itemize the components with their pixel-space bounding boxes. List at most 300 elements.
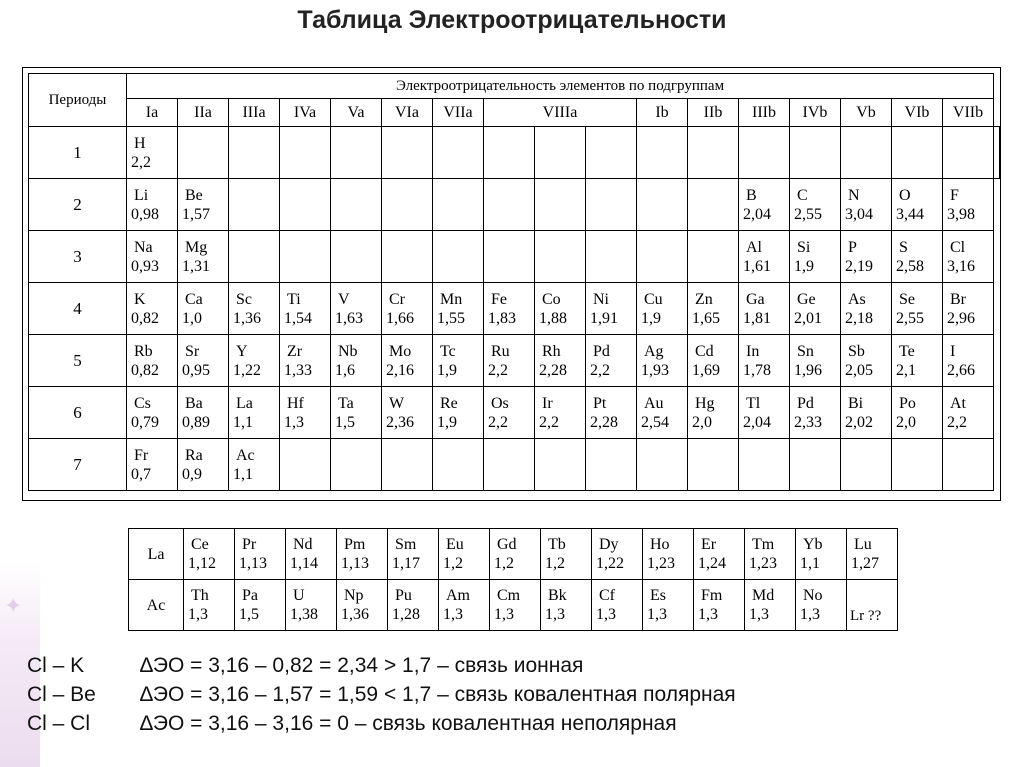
- electronegativity-value: 1,88: [539, 309, 567, 327]
- element-symbol: Ru: [491, 342, 510, 360]
- electronegativity-value: 2,2: [488, 361, 508, 379]
- element-symbol: At: [950, 394, 966, 412]
- electronegativity-value: 1,22: [233, 361, 261, 379]
- element-symbol: Mg: [185, 238, 208, 256]
- element-cell: [943, 387, 994, 439]
- electronegativity-value: 1,1: [233, 413, 253, 431]
- electronegativity-value: 1,17: [392, 555, 420, 572]
- electronegativity-value: 2,28: [539, 361, 567, 379]
- element-symbol: Si: [797, 238, 811, 256]
- empty-cell: [382, 439, 433, 491]
- element-cell: [127, 127, 178, 179]
- element-cell: [796, 580, 847, 631]
- electronegativity-value: 1,2: [494, 555, 514, 572]
- electronegativity-value: 1,12: [188, 555, 216, 572]
- element-cell: [847, 580, 898, 631]
- empty-cell: [382, 179, 433, 231]
- electronegativity-value: 1,5: [335, 413, 355, 431]
- group-header: IIIb: [739, 99, 790, 127]
- electronegativity-value: 1,22: [596, 555, 624, 572]
- f-block-row-label: Ac: [129, 580, 184, 631]
- electronegativity-value: 0,89: [182, 413, 210, 431]
- element-symbol: Np: [344, 587, 364, 604]
- element-symbol: Hf: [287, 394, 304, 412]
- element-symbol: No: [803, 587, 823, 604]
- element-symbol: Sm: [395, 536, 417, 553]
- element-cell: [739, 179, 790, 231]
- element-cell: [790, 231, 841, 283]
- example-line: [27, 651, 736, 680]
- element-symbol: Fm: [701, 587, 723, 604]
- element-symbol: Gd: [497, 536, 517, 553]
- element-cell: [484, 283, 535, 335]
- group-header: IVa: [280, 99, 331, 127]
- element-symbol: Tl: [746, 394, 761, 412]
- period-row: [29, 231, 1000, 283]
- element-cell: [178, 387, 229, 439]
- element-symbol: Pm: [344, 536, 366, 553]
- period-row: [29, 439, 1000, 491]
- electronegativity-value: 1,6: [335, 361, 355, 379]
- element-cell: [331, 335, 382, 387]
- element-symbol: Ho: [650, 536, 670, 553]
- empty-cell: [484, 179, 535, 231]
- element-symbol: Pa: [242, 587, 258, 604]
- element-cell: [841, 387, 892, 439]
- electronegativity-value: 2,58: [896, 257, 924, 275]
- decoration-star-icon: ✦: [4, 593, 23, 618]
- example-line: [27, 680, 736, 709]
- empty-cell: [637, 439, 688, 491]
- group-header: Ib: [637, 99, 688, 127]
- electronegativity-value: 1,57: [182, 205, 210, 223]
- electronegativity-value: 0,9: [182, 465, 202, 483]
- element-cell: [286, 529, 337, 580]
- period-row: [29, 179, 1000, 231]
- element-cell: [745, 529, 796, 580]
- empty-cell: [943, 127, 994, 179]
- element-cell: [790, 335, 841, 387]
- element-cell: [586, 335, 637, 387]
- period-row: [29, 335, 1000, 387]
- element-symbol: Zr: [287, 342, 303, 360]
- element-cell: [337, 580, 388, 631]
- period-number: 5: [29, 335, 127, 387]
- element-cell: [331, 283, 382, 335]
- empty-cell: [535, 231, 586, 283]
- f-block-row: [129, 580, 898, 631]
- electronegativity-value: 2,1: [896, 361, 916, 379]
- element-cell: [433, 335, 484, 387]
- element-symbol: Tb: [548, 536, 566, 553]
- electronegativity-value: 1,28: [392, 606, 420, 623]
- empty-cell: [637, 127, 688, 179]
- group-header: VIIb: [943, 99, 994, 127]
- element-cell: [943, 335, 994, 387]
- empty-cell: [331, 439, 382, 491]
- example-line: [27, 709, 736, 738]
- electronegativity-value: 1,3: [800, 606, 820, 623]
- electronegativity-value: 1,3: [698, 606, 718, 623]
- empty-cell: [178, 127, 229, 179]
- empty-cell: [586, 439, 637, 491]
- electronegativity-value: 1,93: [641, 361, 669, 379]
- empty-cell: [586, 127, 637, 179]
- element-cell: [841, 335, 892, 387]
- element-symbol: Bk: [548, 587, 567, 604]
- electronegativity-value: 1,63: [335, 309, 363, 327]
- group-header: VIIIa: [484, 99, 637, 127]
- empty-cell: [484, 127, 535, 179]
- element-cell: [943, 283, 994, 335]
- element-cell: [127, 283, 178, 335]
- element-symbol: Br: [950, 290, 966, 308]
- element-cell: [796, 529, 847, 580]
- element-cell: [490, 580, 541, 631]
- table-caption: Электроотрицательность элементов по подгруппам: [127, 74, 994, 99]
- element-cell: [739, 231, 790, 283]
- group-header: VIb: [892, 99, 943, 127]
- electronegativity-value: 2,2: [539, 413, 559, 431]
- element-cell: [382, 283, 433, 335]
- electronegativity-value: 1,2: [545, 555, 565, 572]
- empty-cell: [790, 127, 841, 179]
- empty-cell: [229, 127, 280, 179]
- element-cell: [847, 529, 898, 580]
- element-symbol: Ca: [185, 290, 203, 308]
- empty-cell: [892, 439, 943, 491]
- empty-cell: [535, 179, 586, 231]
- element-symbol: Li: [134, 186, 149, 204]
- element-cell: [643, 580, 694, 631]
- element-symbol: Pt: [593, 394, 607, 412]
- empty-cell: [433, 439, 484, 491]
- element-symbol: Dy: [599, 536, 619, 553]
- element-symbol: Yb: [803, 536, 823, 553]
- element-cell: [535, 283, 586, 335]
- electronegativity-value: 3,16: [947, 257, 975, 275]
- element-cell: [184, 580, 235, 631]
- electronegativity-value: 0,82: [131, 361, 159, 379]
- element-cell: [586, 387, 637, 439]
- electronegativity-value: 1,3: [284, 413, 304, 431]
- electronegativity-value: 0,93: [131, 257, 159, 275]
- element-cell: [643, 529, 694, 580]
- electronegativity-value: 1,81: [743, 309, 771, 327]
- element-cell: [229, 439, 280, 491]
- electronegativity-value: 2,0: [896, 413, 916, 431]
- empty-cell: [943, 439, 994, 491]
- element-symbol: Ga: [746, 290, 765, 308]
- element-cell: [637, 387, 688, 439]
- electronegativity-value: 0,98: [131, 205, 159, 223]
- element-cell: [433, 283, 484, 335]
- element-symbol: Au: [644, 394, 664, 412]
- empty-cell: [280, 231, 331, 283]
- element-symbol: B: [746, 186, 757, 204]
- electronegativity-value: 1,3: [443, 606, 463, 623]
- electronegativity-value: 1,14: [290, 555, 318, 572]
- element-symbol: Nd: [293, 536, 313, 553]
- period-number: 6: [29, 387, 127, 439]
- element-symbol: As: [848, 290, 866, 308]
- empty-cell: [994, 127, 1000, 179]
- period-number: 1: [29, 127, 127, 179]
- element-cell: [637, 335, 688, 387]
- element-cell: [790, 387, 841, 439]
- electronegativity-value: 1,66: [386, 309, 414, 327]
- electronegativity-value: 1,78: [743, 361, 771, 379]
- element-cell: [127, 231, 178, 283]
- empty-cell: [280, 179, 331, 231]
- element-symbol: O: [899, 186, 911, 204]
- electronegativity-value: 2,33: [794, 413, 822, 431]
- empty-cell: [382, 127, 433, 179]
- empty-cell: [790, 439, 841, 491]
- electronegativity-value: 2,36: [386, 413, 414, 431]
- element-symbol: Al: [746, 238, 762, 256]
- electronegativity-value: 2,16: [386, 361, 414, 379]
- element-symbol: F: [950, 186, 959, 204]
- period-row: [29, 387, 1000, 439]
- electronegativity-value: 0,95: [182, 361, 210, 379]
- element-cell: [433, 387, 484, 439]
- element-symbol: Pu: [395, 587, 412, 604]
- electronegativity-value: 2,02: [845, 413, 873, 431]
- electronegativity-value: 1,0: [182, 309, 202, 327]
- element-symbol: Hg: [695, 394, 715, 412]
- electronegativity-value: 1,3: [188, 606, 208, 623]
- element-symbol: Ag: [644, 342, 664, 360]
- empty-cell: [688, 127, 739, 179]
- element-symbol: Mn: [440, 290, 463, 308]
- element-cell: [439, 580, 490, 631]
- element-symbol: I: [950, 342, 956, 360]
- element-symbol: Po: [899, 394, 916, 412]
- electronegativity-value: 2,19: [845, 257, 873, 275]
- empty-cell: [637, 179, 688, 231]
- element-symbol: Cs: [134, 394, 151, 412]
- electronegativity-value: 0,82: [131, 309, 159, 327]
- element-cell: [943, 179, 994, 231]
- element-cell: [229, 335, 280, 387]
- element-cell: [382, 387, 433, 439]
- empty-cell: [229, 231, 280, 283]
- element-cell: [235, 529, 286, 580]
- element-symbol: Tc: [440, 342, 456, 360]
- element-symbol: S: [899, 238, 908, 256]
- empty-cell: [841, 439, 892, 491]
- element-cell: [178, 283, 229, 335]
- element-cell: [535, 387, 586, 439]
- element-symbol: Be: [185, 186, 203, 204]
- element-cell: [331, 387, 382, 439]
- electronegativity-value: 1,13: [239, 555, 267, 572]
- element-symbol: U: [293, 587, 305, 604]
- example-calculation: ∆ЭО = 3,16 – 1,57 = 1,59 < 1,7 – связь ковалентная полярная: [140, 683, 736, 706]
- element-cell: [229, 283, 280, 335]
- electronegativity-value: 2,04: [743, 413, 771, 431]
- electronegativity-value: 1,9: [437, 361, 457, 379]
- element-symbol: Na: [134, 238, 153, 256]
- element-cell: [541, 580, 592, 631]
- element-symbol: N: [848, 186, 860, 204]
- empty-cell: [229, 179, 280, 231]
- element-cell: [694, 529, 745, 580]
- element-symbol: Es: [650, 587, 666, 604]
- element-cell: [892, 335, 943, 387]
- element-cell: [637, 283, 688, 335]
- element-symbol: Cu: [644, 290, 663, 308]
- element-symbol: P: [848, 238, 857, 256]
- element-symbol: V: [338, 290, 350, 308]
- element-cell: [541, 529, 592, 580]
- element-symbol: Tm: [752, 536, 775, 553]
- element-cell: [790, 283, 841, 335]
- element-cell: [688, 335, 739, 387]
- element-cell: [229, 387, 280, 439]
- element-symbol: Ta: [338, 394, 354, 412]
- element-symbol: Se: [899, 290, 915, 308]
- group-header: VIa: [382, 99, 433, 127]
- electronegativity-value: 1,13: [341, 555, 369, 572]
- element-symbol: Am: [446, 587, 470, 604]
- element-cell: [178, 335, 229, 387]
- electronegativity-value: 0,79: [131, 413, 159, 431]
- electronegativity-value: 2,18: [845, 309, 873, 327]
- element-symbol: Ra: [185, 446, 203, 464]
- electronegativity-value: 2,2: [488, 413, 508, 431]
- element-symbol: H: [134, 134, 146, 152]
- empty-cell: [280, 439, 331, 491]
- element-cell: [337, 529, 388, 580]
- element-symbol: In: [746, 342, 760, 360]
- element-cell: [586, 283, 637, 335]
- empty-cell: [382, 231, 433, 283]
- f-block-row: [129, 529, 898, 580]
- element-cell: [841, 283, 892, 335]
- element-symbol: K: [134, 290, 146, 308]
- electronegativity-value: 3,44: [896, 205, 924, 223]
- element-symbol: W: [389, 394, 405, 412]
- electronegativity-value: 1,2: [443, 555, 463, 572]
- empty-cell: [688, 179, 739, 231]
- element-cell: [184, 529, 235, 580]
- element-cell: [388, 580, 439, 631]
- element-symbol: Md: [752, 587, 775, 604]
- page-title: Таблица Электроотрицательности: [297, 6, 727, 34]
- electronegativity-value: 2,55: [794, 205, 822, 223]
- period-row: [29, 283, 1000, 335]
- empty-cell: [433, 127, 484, 179]
- element-symbol: Cf: [599, 587, 615, 604]
- empty-cell: [331, 231, 382, 283]
- electronegativity-table: [28, 73, 1000, 491]
- period-row: [29, 127, 1000, 179]
- empty-cell: [739, 439, 790, 491]
- element-cell: [745, 580, 796, 631]
- element-symbol: C: [797, 186, 808, 204]
- empty-cell: [331, 179, 382, 231]
- empty-cell: [841, 127, 892, 179]
- period-number: 3: [29, 231, 127, 283]
- empty-cell: [586, 231, 637, 283]
- element-cell: [280, 387, 331, 439]
- element-symbol: Eu: [446, 536, 464, 553]
- periods-header: Периоды: [29, 74, 127, 127]
- element-cell: [943, 231, 994, 283]
- element-cell: [841, 179, 892, 231]
- element-symbol: Rb: [134, 342, 153, 360]
- element-symbol: Cd: [695, 342, 714, 360]
- electronegativity-value: 1,9: [437, 413, 457, 431]
- element-cell: [178, 439, 229, 491]
- element-symbol: Co: [542, 290, 561, 308]
- element-symbol: Os: [491, 394, 509, 412]
- empty-cell: [688, 439, 739, 491]
- electronegativity-value: 2,28: [590, 413, 618, 431]
- group-header: IIIa: [229, 99, 280, 127]
- element-cell: [688, 387, 739, 439]
- element-symbol: Th: [191, 587, 209, 604]
- element-cell: [535, 335, 586, 387]
- electronegativity-value: 1,91: [590, 309, 618, 327]
- element-symbol: Rh: [542, 342, 561, 360]
- electronegativity-value: 1,96: [794, 361, 822, 379]
- element-cell: [388, 529, 439, 580]
- electronegativity-value: 3,04: [845, 205, 873, 223]
- electronegativity-value: 1,3: [647, 606, 667, 623]
- element-cell: [592, 529, 643, 580]
- period-number: 7: [29, 439, 127, 491]
- examples-block: [27, 651, 736, 738]
- electronegativity-value: 1,1: [233, 465, 253, 483]
- empty-cell: [637, 231, 688, 283]
- element-cell: [490, 529, 541, 580]
- element-symbol: Er: [701, 536, 717, 553]
- element-symbol: Ir: [542, 394, 553, 412]
- element-cell: [892, 179, 943, 231]
- electronegativity-value: 1,3: [749, 606, 769, 623]
- element-cell: [694, 580, 745, 631]
- f-block-row-label: La: [129, 529, 184, 580]
- element-symbol: Ac: [236, 446, 255, 464]
- electronegativity-value: 3,98: [947, 205, 975, 223]
- element-cell: [382, 335, 433, 387]
- element-cell: [439, 529, 490, 580]
- electronegativity-value: 1,9: [794, 257, 814, 275]
- element-symbol: Y: [236, 342, 248, 360]
- element-cell: [286, 580, 337, 631]
- electronegativity-value: 2,96: [947, 309, 975, 327]
- electronegativity-value: 1,23: [647, 555, 675, 572]
- empty-cell: [586, 179, 637, 231]
- example-calculation: ∆ЭО = 3,16 – 0,82 = 2,34 > 1,7 – связь ионная: [140, 654, 584, 677]
- f-block-table: [128, 528, 898, 631]
- element-symbol: Cr: [389, 290, 405, 308]
- element-cell: [892, 387, 943, 439]
- element-cell: [235, 580, 286, 631]
- element-symbol: Sb: [848, 342, 865, 360]
- element-symbol: Cm: [497, 587, 521, 604]
- group-header: Va: [331, 99, 382, 127]
- element-symbol: Nb: [338, 342, 358, 360]
- element-cell: [739, 387, 790, 439]
- empty-cell: [739, 127, 790, 179]
- electronegativity-value: 1,31: [182, 257, 210, 275]
- element-symbol: Ge: [797, 290, 816, 308]
- element-symbol: Sn: [797, 342, 814, 360]
